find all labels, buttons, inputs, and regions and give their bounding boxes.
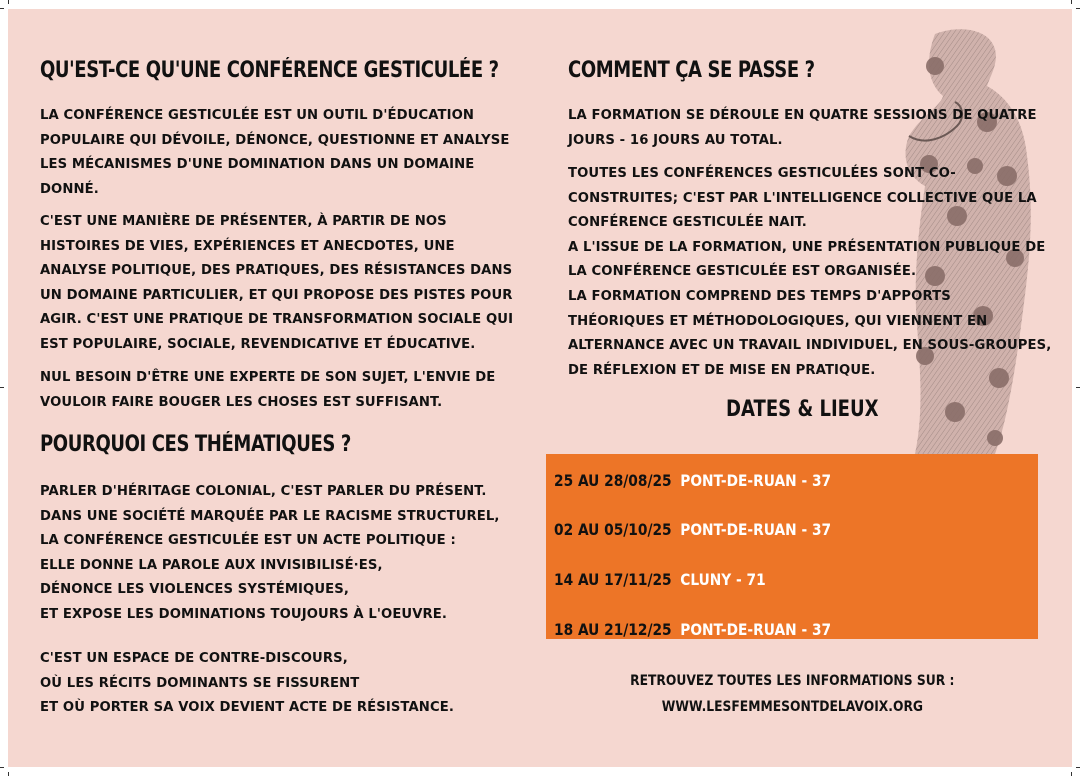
text-line: EST POPULAIRE, SOCIALE, REVENDICATIVE ET ÉDUCATIVE. <box>40 336 476 352</box>
crop-mark <box>0 767 4 768</box>
heading-how-it-works: COMMENT ÇA SE PASSE ? <box>568 58 815 83</box>
text-line: VOULOIR FAIRE BOUGER LES CHOSES EST SUFFISANT. <box>40 394 443 410</box>
footer-info-text <box>546 673 1038 689</box>
crop-mark <box>0 8 4 9</box>
text-line: DÉNONCE LES VIOLENCES SYSTÉMIQUES, <box>40 582 349 598</box>
text-line: C'EST UNE MANIÈRE DE PRÉSENTER, À PARTIR DE NOS <box>40 214 447 229</box>
text-line: POPULAIRE QUI DÉVOILE, DÉNONCE, QUESTIONNE ET ANALYSE <box>40 132 510 148</box>
date-row <box>554 570 766 594</box>
text-line: AGIR. C'EST UNE PRATIQUE DE TRANSFORMATION SOCIALE QUI <box>40 312 514 328</box>
date-place: PONT-DE-RUAN - 37 <box>680 471 832 490</box>
text-line: LA CONFÉRENCE GESTICULÉE EST UN ACTE POLITIQUE : <box>40 533 456 549</box>
paragraph-definition <box>40 104 509 202</box>
crop-mark <box>1076 387 1080 388</box>
paragraph-presentation <box>40 210 513 358</box>
date-place: PONT-DE-RUAN - 37 <box>680 620 832 639</box>
text-line: ELLE DONNE LA PAROLE AUX INVISIBILISÉ·ES, <box>40 557 383 573</box>
date-place: PONT-DE-RUAN - 37 <box>680 520 832 539</box>
text-line: DANS UNE SOCIÉTÉ MARQUÉE PAR LE RACISME STRUCTUREL, <box>40 508 500 524</box>
crop-mark <box>0 387 4 388</box>
text-line: LA FORMATION COMPREND DES TEMPS D'APPORTS <box>568 288 951 304</box>
crop-mark <box>1071 0 1072 4</box>
text-line: CONSTRUITES; C'EST PAR L'INTELLIGENCE COLLECTIVE QUE LA <box>568 190 1037 206</box>
text-line: OÙ LES RÉCITS DOMINANTS SE FISSURENT <box>40 675 360 691</box>
text-line: LA CONFÉRENCE GESTICULÉE EST UN OUTIL D'ÉDUCATION <box>40 108 475 123</box>
paragraph-sessions <box>568 104 1037 153</box>
date-range: 02 AU 05/10/25 <box>554 520 672 539</box>
text-line: A L'ISSUE DE LA FORMATION, UNE PRÉSENTATION PUBLIQUE DE <box>568 239 1046 255</box>
dates-box <box>546 454 1038 639</box>
crop-mark <box>1071 772 1072 776</box>
date-row <box>554 620 831 644</box>
dates-heading: DATES & LIEUX <box>726 397 879 422</box>
crop-mark <box>1076 8 1080 9</box>
text-line: DE RÉFLEXION ET DE MISE EN PRATIQUE. <box>568 362 876 378</box>
text-line: TOUTES LES CONFÉRENCES GESTICULÉES SONT CO- <box>568 166 956 181</box>
date-place: CLUNY - 71 <box>680 570 766 589</box>
text-line: ET EXPOSE LES DOMINATIONS TOUJOURS À L'OEUVRE. <box>40 606 448 622</box>
text-line: ALTERNANCE AVEC UN TRAVAIL INDIVIDUEL, EN SOUS-GROUPES, <box>568 338 1052 354</box>
date-row <box>554 520 831 544</box>
crop-mark <box>1076 767 1080 768</box>
text-line: ET OÙ PORTER SA VOIX DEVIENT ACTE DE RÉSISTANCE. <box>40 700 454 716</box>
text-line: JOURS - 16 JOURS AU TOTAL. <box>568 132 783 148</box>
text-line: UN DOMAINE PARTICULIER, ET QUI PROPOSE DES PISTES POUR <box>40 287 513 303</box>
footer-line: RETROUVEZ TOUTES LES INFORMATIONS SUR : <box>629 673 955 689</box>
text-line: HISTOIRES DE VIES, EXPÉRIENCES ET ANECDOTES, UNE <box>40 238 455 254</box>
text-line: ANALYSE POLITIQUE, DES PRATIQUES, DES RÉSISTANCES DANS <box>40 263 513 279</box>
paragraph-colonial-heritage <box>40 480 500 628</box>
paragraph-co-construction <box>568 162 1051 383</box>
heading-why-themes: POURQUOI CES THÉMATIQUES ? <box>40 432 351 457</box>
website-url[interactable]: WWW.LESFEMMESONTDELAVOIX.ORG <box>661 699 923 715</box>
crop-mark <box>8 772 9 776</box>
text-line: LES MÉCANISMES D'UNE DOMINATION DANS UN DOMAINE <box>40 157 475 173</box>
text-line: LA FORMATION SE DÉROULE EN QUATRE SESSIONS DE QUATRE <box>568 108 1037 123</box>
text-line: PARLER D'HÉRITAGE COLONIAL, C'EST PARLER DU PRÉSENT. <box>40 484 487 499</box>
text-line: NUL BESOIN D'ÊTRE UNE EXPERTE DE SON SUJET, L'ENVIE DE <box>40 370 496 385</box>
text-line: LA CONFÉRENCE GESTICULÉE EST ORGANISÉE. <box>568 264 917 280</box>
crop-mark <box>8 0 9 4</box>
date-row <box>554 471 831 495</box>
date-range: 25 AU 28/08/25 <box>554 471 672 490</box>
paragraph-counter-discourse <box>40 647 454 721</box>
text-line: C'EST UN ESPACE DE CONTRE-DISCOURS, <box>40 651 348 666</box>
text-line: DONNÉ. <box>40 181 99 197</box>
text-line: CONFÉRENCE GESTICULÉE NAIT. <box>568 215 807 231</box>
text-line: THÉORIQUES ET MÉTHODOLOGIQUES, QUI VIENNENT EN <box>568 313 988 329</box>
paragraph-no-expert <box>40 366 495 415</box>
date-range: 14 AU 17/11/25 <box>554 570 672 589</box>
date-range: 18 AU 21/12/25 <box>554 620 672 639</box>
heading-what-is: QU'EST-CE QU'UNE CONFÉRENCE GESTICULÉE ? <box>40 58 499 83</box>
footer-website-link[interactable] <box>546 699 1038 715</box>
